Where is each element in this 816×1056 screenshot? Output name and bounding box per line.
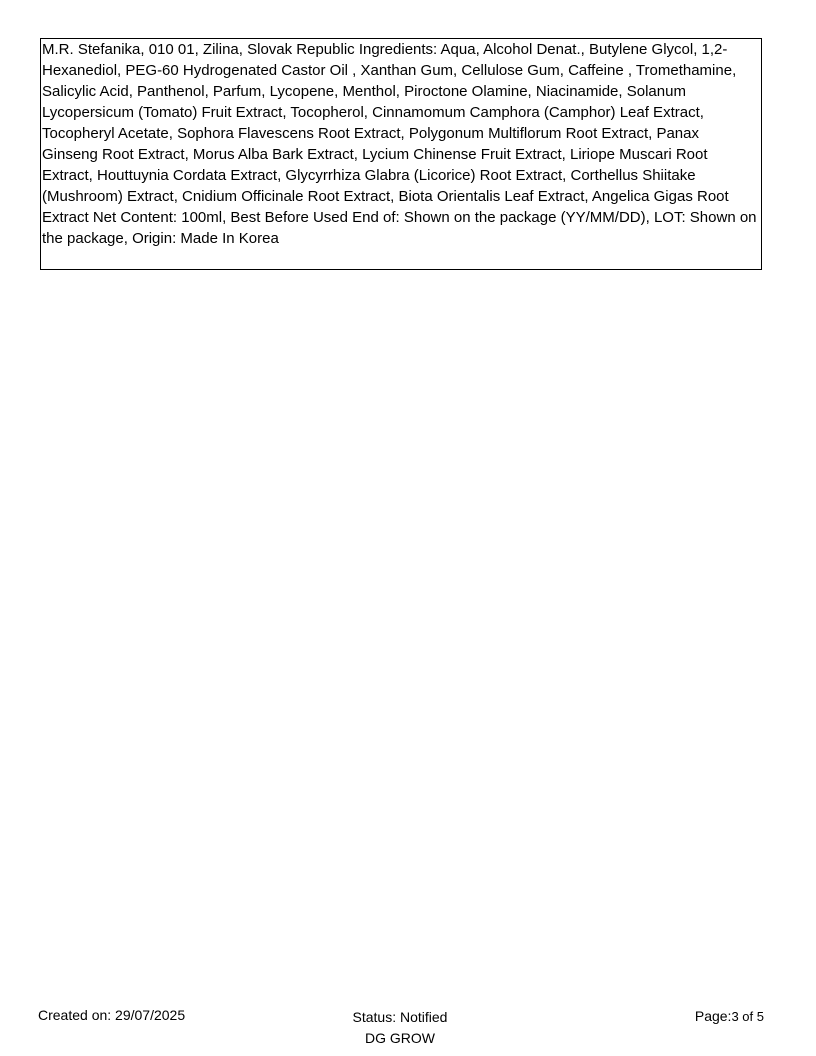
- ingredients-text: M.R. Stefanika, 010 01, Zilina, Slovak Republic Ingredients: Aqua, Alcohol Denat., Butylene Glycol, 1,2-Hexanediol, PEG-60 Hydrogenated Castor Oil , Xanthan Gum, Cellulose Gum, Caffeine , Tromethamine, Salicylic Acid, Panthenol, Parfum, Lycopene, Menthol, Piroctone Olamine, Niacinamide, Solanum Lycopersicum (Tomato) Fruit Extract, Tocopherol, Cinnamomum Camphora (Camphor) Leaf Extract, Tocopheryl Acetate, Sophora Flavescens Root Extract, Polygonum Multiflorum Root Extract, Panax Ginseng Root Extract, Morus Alba Bark Extract, Lycium Chinense Fruit Extract, Liriope Muscari Root Extract, Houttuynia Cordata Extract, Glycyrrhiza Glabra (Licorice) Root Extract, Corthellus Shiitake (Mushroom) Extract, Cnidium Officinale Root Extract, Biota Orientalis Leaf Extract, Angelica Gigas Root Extract Net Content: 100ml, Best Before Used End of: Shown on the package (YY/MM/DD), LOT: Shown on the package, Origin: Made In Korea: [42, 41, 757, 247]
- footer-status-block: [290, 1007, 510, 1049]
- page-total: 5: [756, 1009, 764, 1024]
- company-name: DG GROW: [365, 1030, 435, 1046]
- page-of: of: [738, 1009, 757, 1024]
- status-text: Status: Notified: [352, 1009, 448, 1025]
- page-label: Page:: [694, 1008, 732, 1024]
- ingredients-text-box: [40, 38, 762, 270]
- created-on-date: Created on: 29/07/2025: [38, 1007, 186, 1023]
- page-current: 3: [731, 1009, 739, 1024]
- page-number: [695, 1008, 764, 1025]
